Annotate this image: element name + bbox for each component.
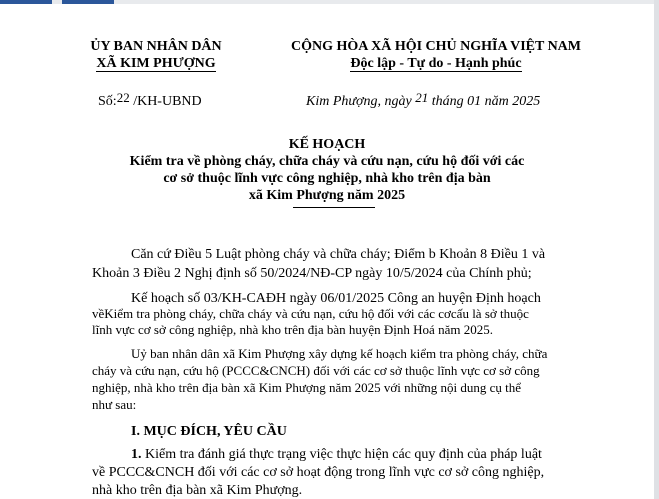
- title-underline: [293, 207, 375, 208]
- national-motto: [266, 55, 606, 72]
- doc-number-prefix: Số:: [98, 94, 117, 109]
- paragraph-line: cháy và cứu nạn, cứu hộ (PCCC&CNCH) đối với các cơ sở thuộc lĩnh vực cơ sở công: [92, 363, 540, 378]
- paragraph-line: nhà kho trên địa bàn xã Kim Phượng.: [92, 483, 303, 498]
- paragraph-line: nghiệp, nhà kho trên địa bàn xã Kim Phượng năm 2025 với những nội dung cụ thể: [92, 380, 521, 395]
- issuer-unit-text: XÃ KIM PHƯỢNG: [96, 56, 216, 71]
- paragraph-line: [131, 446, 542, 463]
- date-suffix: tháng 01 năm 2025: [428, 94, 541, 109]
- paragraph-line: Căn cứ Điều 5 Luật phòng cháy và chữa cháy; Điểm b Khoản 8 Điều 1 và: [131, 247, 546, 262]
- document-number: [98, 92, 202, 110]
- paragraph-line: về PCCC&CNCH đối với các cơ sở hoạt động trong lĩnh vực cơ sở công nghiệp,: [92, 465, 545, 480]
- item-text: Kiểm tra đánh giá thực trạng việc thực hiện các quy định của pháp luật: [141, 447, 542, 462]
- paragraph-line: Kế hoạch số 03/KH-CAĐH ngày 06/01/2025 Công an huyện Định hoạch: [131, 291, 541, 306]
- paragraph-line: như sau:: [92, 397, 137, 412]
- title-subject-line1: Kiểm tra về phòng cháy, chữa cháy và cứu nạn, cứu hộ đối với các: [129, 154, 525, 169]
- issuer-unit: [70, 55, 242, 72]
- paragraph-line: vềKiểm tra phòng cháy, chữa cháy và cứu nạn, cứu hộ đối với các cơcấu là sở thuộc: [92, 306, 529, 321]
- document-date: [306, 92, 540, 110]
- paragraph-line: Uỷ ban nhân dân xã Kim Phượng xây dựng kế hoạch kiểm tra phòng cháy, chữa: [131, 346, 548, 361]
- item-number: 1.: [131, 447, 142, 462]
- page-edge: [654, 0, 659, 499]
- document-title: KẾ HOẠCH: [288, 137, 366, 152]
- date-prefix: Kim Phượng, ngày: [306, 94, 416, 109]
- title-subject-line3: xã Kim Phượng năm 2025: [248, 188, 406, 203]
- paragraph-line: lĩnh vực cơ sở công nghiệp, nhà kho trên địa bàn huyện Định Hoá năm 2025.: [92, 322, 493, 337]
- title-subject-line2: cơ sở thuộc lĩnh vực công nghiệp, nhà kho trên địa bàn: [163, 171, 491, 186]
- date-day: 21: [415, 90, 429, 105]
- national-motto-text: Độc lập - Tự do - Hạnh phúc: [350, 56, 522, 71]
- doc-number-value: 22: [116, 90, 130, 105]
- issuer-name: ỦY BAN NHÂN DÂN: [90, 39, 222, 54]
- national-title: CỘNG HÒA XÃ HỘI CHỦ NGHĨA VIỆT NAM: [290, 39, 581, 54]
- paragraph-line: Khoản 3 Điều 2 Nghị định số 50/2024/NĐ-CP ngày 10/5/2024 của Chính phủ;: [92, 266, 532, 281]
- section-heading: I. MỤC ĐÍCH, YÊU CẦU: [131, 424, 287, 439]
- doc-number-suffix: /KH-UBND: [129, 94, 202, 109]
